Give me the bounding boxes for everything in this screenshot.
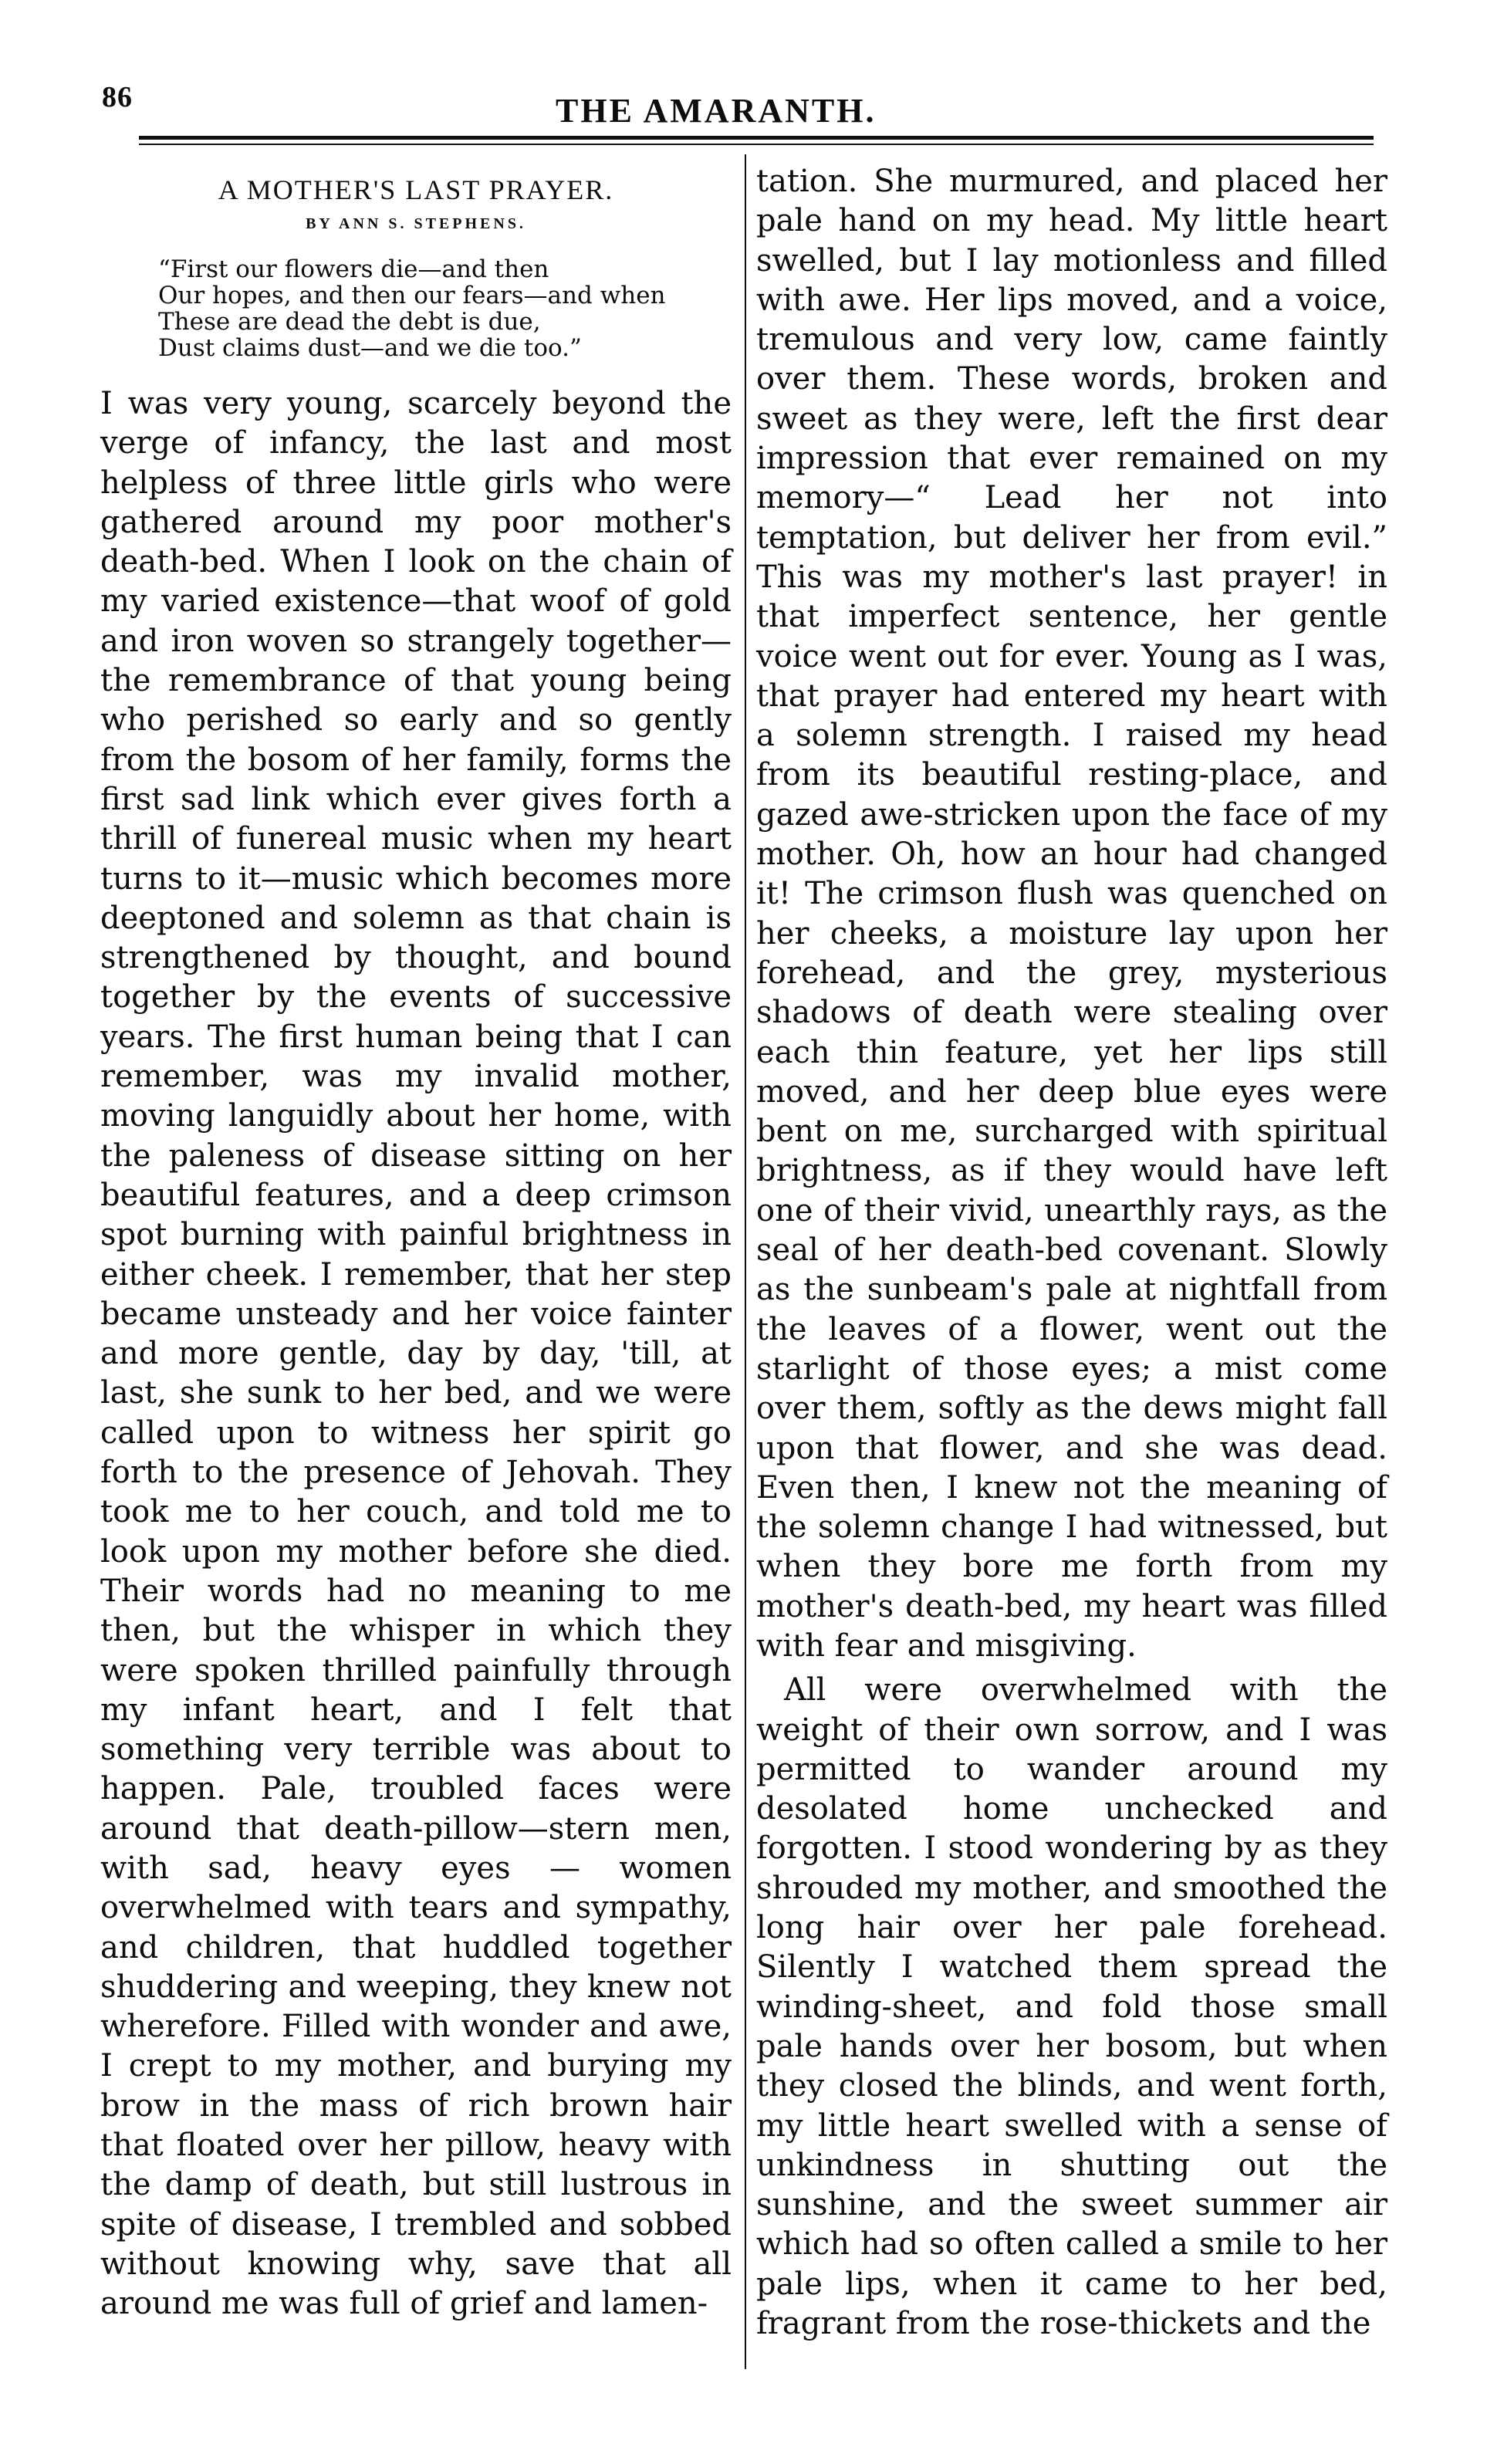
right-column: [756, 162, 1387, 2344]
header-rule: [139, 136, 1374, 140]
page-number: 86: [102, 81, 133, 113]
running-head: THE AMARANTH.: [556, 92, 877, 130]
body-paragraph: I was very young, scarcely beyond the verge of infancy, the last and most helpless of three little girls who were gathered around my poor mother's death-bed. When I look on the chain of my varied existence—that woof of gold and iron woven so strangely together—the remembrance of that young being who perished so early and so gently from the bosom of her family, forms the first sad link which ever gives forth a thrill of funereal music when my heart turns to it—music which becomes more deeptoned and solemn as that chain is strengthened by thought, and bound together by the events of successive years. The first human being that I can remember, was my invalid mother, moving languidly about her home, with the paleness of disease sitting on her beautiful features, and a deep crimson spot burning with painful brightness in either cheek. I remember, that her step became unsteady and her voice fainter and more gentle, day by day, 'till, at last, she sunk to her bed, and we were called upon to witness her spirit go forth to the presence of Jehovah. They took me to her couch, and told me to look upon my mother before she died. Their words had no meaning to me then, but the whisper in which they were spoken thrilled painfully through my infant heart, and I felt that something very terrible was about to happen. Pale, troubled faces were around that death-pillow—stern men, with sad, heavy eyes — women overwhelmed with tears and sympathy, and children, that huddled together shuddering and weeping, they knew not wherefore. Filled with wonder and awe, I crept to my mother, and burying my brow in the mass of rich brown hair that floated over her pillow, heavy with the damp of death, but still lustrous in spite of disease, I trembled and sobbed without knowing why, save that all around me was full of grief and lamen-: [100, 386, 732, 2322]
epigraph-line: Our hopes, and then our fears—and when: [158, 282, 666, 309]
body-paragraph: All were overwhelmed with the weight of their own sorrow, and I was permitted to wander around my desolated home unchecked and forgotten. I stood wondering by as they shrouded my mother, and smoothed the long hair over her pale forehead. Silently I watched them spread the winding-sheet, and fold those small pale hands over her bosom, but when they closed the blinds, and went forth, my little heart swelled with a sense of unkindness in shutting out the sunshine, and the sweet summer air which had so often called a smile to her pale lips, when it came to her bed, fragrant from the rose-thickets and the: [756, 1672, 1387, 2342]
header-rule-thin: [139, 144, 1374, 145]
epigraph-line: “First our flowers die—and then: [158, 255, 549, 283]
article-title: A MOTHER'S LAST PRAYER.: [218, 174, 614, 205]
article-byline: BY ANN S. STEPHENS.: [306, 215, 526, 232]
epigraph-line: Dust claims dust—and we die too.”: [158, 334, 582, 362]
body-paragraph: tation. She murmured, and placed her pale hand on my head. My little heart swelled, but I lay motionless and filled with awe. Her lips moved, and a voice, tremulous and very low, came faintly over them. These words, broken and sweet as they were, left the first dear impression that ever remained on my memory—“ Lead her not into temptation, but deliver her from evil.” This was my mother's last prayer! in that imperfect sentence, her gentle voice went out for ever. Young as I was, that prayer had entered my heart with a solemn strength. I raised my head from its beautiful resting-place, and gazed awe-stricken upon the face of my mother. Oh, how an hour had changed it! The crimson flush was quenched on her cheeks, a moisture lay upon her forehead, and the grey, mysterious shadows of death were stealing over each thin feature, yet her lips still moved, and her deep blue eyes were bent on me, surcharged with spiritual brightness, as if they would have left one of their vivid, unearthly rays, as the seal of her death-bed covenant. Slowly as the sunbeam's pale at nightfall from the leaves of a flower, went out the starlight of those eyes; a mist come over them, softly as the dews might fall upon that flower, and she was dead. Even then, I knew not the meaning of the solemn change I had witnessed, but when they bore me forth from my mother's death-bed, my heart was filled with fear and misgiving.: [756, 164, 1387, 1664]
left-column: [100, 162, 732, 2324]
epigraph: [158, 256, 732, 361]
column-divider: [745, 154, 746, 2369]
epigraph-line: These are dead the debt is due,: [158, 308, 541, 336]
